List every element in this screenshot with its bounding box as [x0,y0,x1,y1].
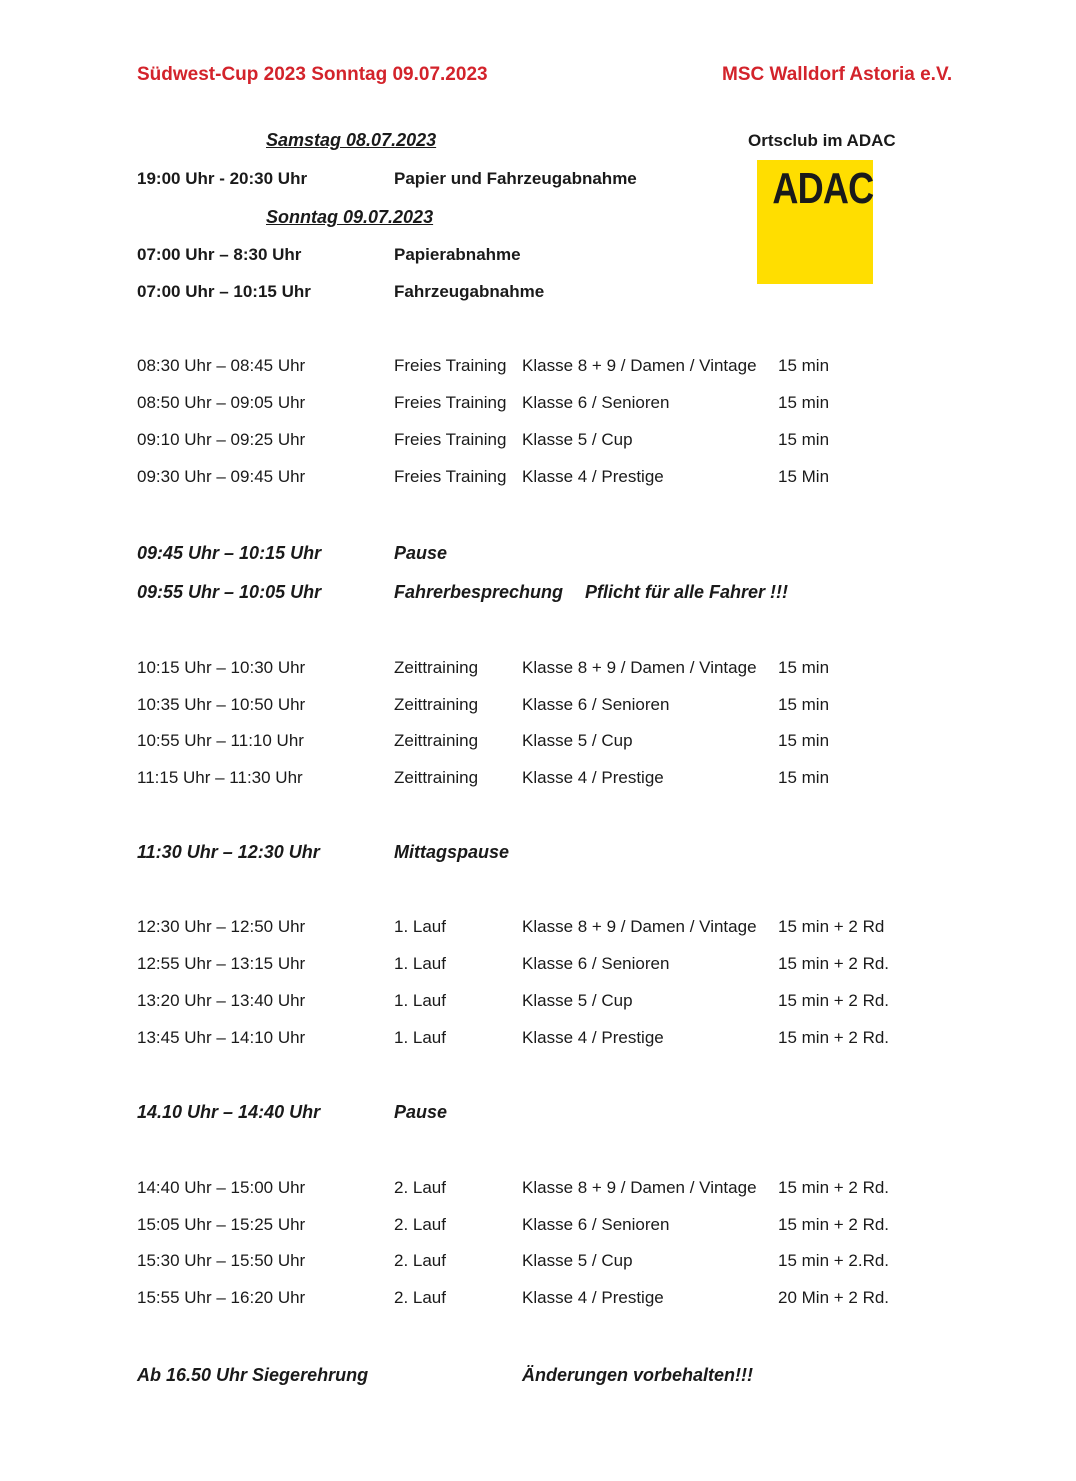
session-class: Klasse 4 / Prestige [522,768,664,787]
break-time: 14.10 Uhr – 14:40 Uhr [137,1102,321,1122]
session-type: 1. Lauf [394,954,446,973]
session-time: 15:05 Uhr – 15:25 Uhr [137,1215,306,1234]
session-time: 12:55 Uhr – 13:15 Uhr [137,954,306,973]
schedule-time: 07:00 Uhr – 10:15 Uhr [137,282,311,301]
session-class: Klasse 8 + 9 / Damen / Vintage [522,356,757,375]
session-class: Klasse 4 / Prestige [522,467,664,486]
session-time: 09:10 Uhr – 09:25 Uhr [137,430,306,449]
sunday-heading: Sonntag 09.07.2023 [266,207,434,227]
session-time: 13:45 Uhr – 14:10 Uhr [137,1028,306,1047]
saturday-heading: Samstag 08.07.2023 [266,130,437,150]
session-class: Klasse 4 / Prestige [522,1028,664,1047]
session-class: Klasse 6 / Senioren [522,954,670,973]
session-duration: 15 min [778,430,830,449]
session-time: 10:55 Uhr – 11:10 Uhr [137,731,304,750]
club-label: Ortsclub im ADAC [748,131,896,150]
session-class: Klasse 5 / Cup [522,991,633,1010]
session-type: Zeittraining [394,768,479,787]
session-type: 2. Lauf [394,1251,446,1270]
session-class: Klasse 6 / Senioren [522,695,670,714]
break-label: Pause [394,543,448,563]
session-time: 15:30 Uhr – 15:50 Uhr [137,1251,306,1270]
award-ceremony: Ab 16.50 Uhr Siegerehrung [137,1365,369,1385]
session-duration: 15 min + 2 Rd [778,917,885,936]
session-time: 12:30 Uhr – 12:50 Uhr [137,917,306,936]
session-duration: 15 min [778,695,830,714]
session-duration: 15 min [778,658,830,677]
adac-logo-text: ADAC [772,164,874,213]
session-time: 10:15 Uhr – 10:30 Uhr [137,658,306,677]
break-time: 09:45 Uhr – 10:15 Uhr [137,543,322,563]
session-type: Zeittraining [394,731,479,750]
session-duration: 15 min + 2 Rd. [778,1215,890,1234]
session-class: Klasse 8 + 9 / Damen / Vintage [522,1178,757,1197]
session-duration: 15 min [778,393,830,412]
session-class: Klasse 5 / Cup [522,430,633,449]
session-type: Zeittraining [394,658,479,677]
session-class: Klasse 6 / Senioren [522,393,670,412]
session-type: 1. Lauf [394,1028,446,1047]
session-duration: 15 min + 2 Rd. [778,1028,890,1047]
session-type: Freies Training [394,393,507,412]
schedule-activity: Papierabnahme [394,245,521,264]
session-type: 2. Lauf [394,1178,446,1197]
session-duration: 15 min + 2 Rd. [778,1178,890,1197]
session-duration: 15 min + 2 Rd. [778,991,890,1010]
saturday-activity: Papier und Fahrzeugabnahme [394,169,637,188]
session-time: 08:30 Uhr – 08:45 Uhr [137,356,306,375]
session-type: Freies Training [394,430,507,449]
session-class: Klasse 5 / Cup [522,1251,633,1270]
session-time: 08:50 Uhr – 09:05 Uhr [137,393,306,412]
session-type: 2. Lauf [394,1288,446,1307]
schedule-time: 07:00 Uhr – 8:30 Uhr [137,245,302,264]
adac-logo [757,160,873,284]
session-time: 11:15 Uhr – 11:30 Uhr [137,768,303,787]
session-duration: 15 min + 2.Rd. [778,1251,890,1270]
session-type: Freies Training [394,467,507,486]
briefing-label: Fahrerbesprechung [394,582,564,602]
schedule-activity: Fahrzeugabnahme [394,282,545,301]
session-class: Klasse 8 + 9 / Damen / Vintage [522,658,757,677]
session-duration: 15 min [778,731,830,750]
session-duration: 15 min [778,768,830,787]
briefing-note: Pflicht für alle Fahrer !!! [585,582,789,602]
session-class: Klasse 6 / Senioren [522,1215,670,1234]
page-title: Südwest-Cup 2023 Sonntag 09.07.2023 [137,64,488,85]
session-type: Freies Training [394,356,507,375]
session-duration: 15 Min [778,467,830,486]
session-duration: 15 min [778,356,830,375]
session-type: 2. Lauf [394,1215,446,1234]
session-type: Zeittraining [394,695,479,714]
break-label: Pause [394,1102,448,1122]
session-class: Klasse 5 / Cup [522,731,633,750]
session-time: 14:40 Uhr – 15:00 Uhr [137,1178,306,1197]
session-time: 10:35 Uhr – 10:50 Uhr [137,695,306,714]
session-duration: 15 min + 2 Rd. [778,954,890,973]
session-time: 09:30 Uhr – 09:45 Uhr [137,467,306,486]
session-time: 13:20 Uhr – 13:40 Uhr [137,991,306,1010]
session-time: 15:55 Uhr – 16:20 Uhr [137,1288,306,1307]
session-duration: 20 Min + 2 Rd. [778,1288,890,1307]
session-class: Klasse 4 / Prestige [522,1288,664,1307]
organizer-name: MSC Walldorf Astoria e.V. [722,64,953,85]
disclaimer: Änderungen vorbehalten!!! [522,1365,754,1385]
session-type: 1. Lauf [394,991,446,1010]
session-class: Klasse 8 + 9 / Damen / Vintage [522,917,757,936]
session-type: 1. Lauf [394,917,446,936]
saturday-time: 19:00 Uhr - 20:30 Uhr [137,169,308,188]
briefing-time: 09:55 Uhr – 10:05 Uhr [137,582,322,602]
lunch-time: 11:30 Uhr – 12:30 Uhr [137,842,320,862]
lunch-label: Mittagspause [394,842,510,862]
